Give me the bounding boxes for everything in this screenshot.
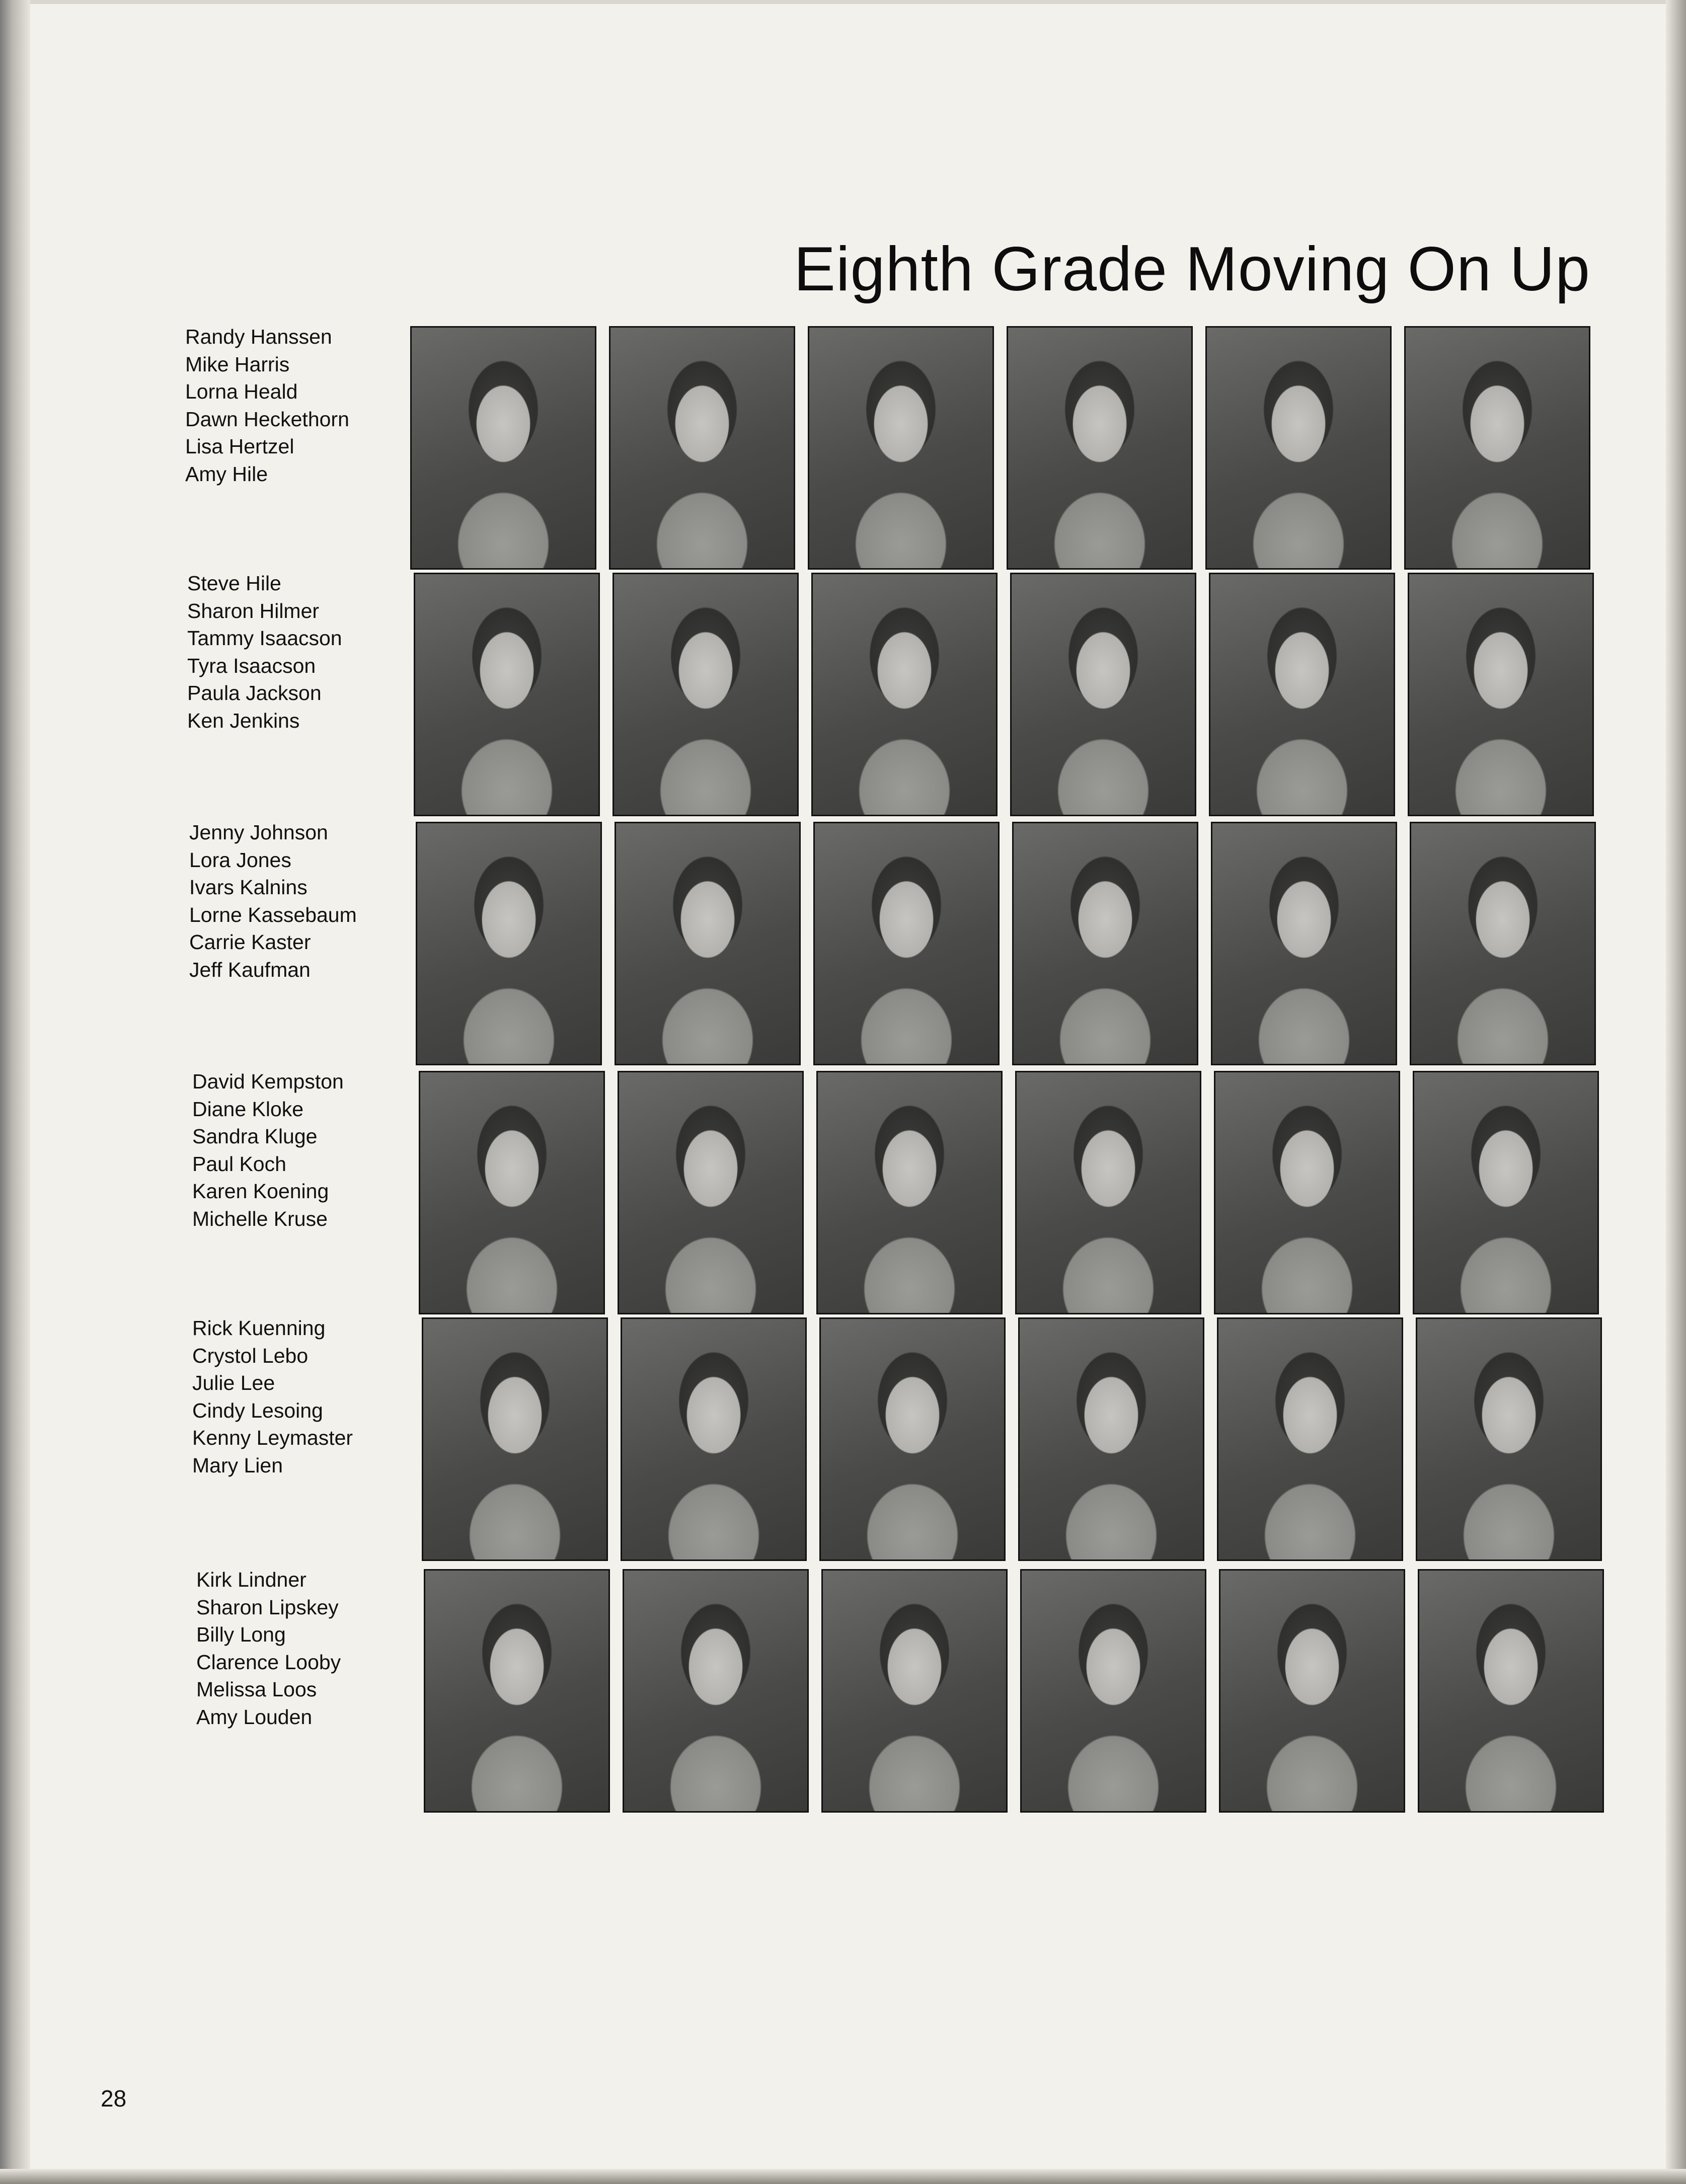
student-portrait-photo (416, 822, 602, 1065)
page-title: Eighth Grade Moving On Up (794, 235, 1590, 304)
student-name: Sharon Hilmer (187, 599, 320, 622)
student-portrait-photo (811, 573, 998, 816)
student-name: David Kempston (192, 1070, 344, 1093)
student-portrait-photo (618, 1071, 804, 1314)
student-portrait-photo (1007, 326, 1193, 570)
student-row (0, 322, 1686, 569)
name-list (189, 819, 451, 990)
student-name: Diane Kloke (192, 1097, 304, 1121)
student-portrait-photo (1205, 326, 1392, 570)
name-list (185, 323, 447, 494)
student-portrait-photo (1214, 1071, 1400, 1314)
name-list (187, 570, 449, 741)
student-name: Amy Hile (185, 462, 268, 486)
student-portrait-photo (821, 1569, 1008, 1813)
student-name: Lora Jones (189, 848, 291, 872)
student-portrait-photo (1020, 1569, 1206, 1813)
student-name: Karen Koening (192, 1180, 329, 1203)
student-name: Randy Hanssen (185, 325, 332, 348)
student-name: Billy Long (196, 1623, 286, 1646)
name-list (192, 1314, 454, 1486)
student-portrait-photo (1018, 1317, 1204, 1561)
student-name: Melissa Loos (196, 1678, 317, 1701)
student-row (0, 818, 1686, 1064)
student-portrait-photo (419, 1071, 605, 1314)
student-portrait-photo (424, 1569, 610, 1813)
student-portrait-photo (623, 1569, 809, 1813)
student-name: Kirk Lindner (196, 1568, 306, 1591)
student-portrait-photo (1410, 822, 1596, 1065)
student-name: Amy Louden (196, 1705, 313, 1729)
student-name: Ivars Kalnins (189, 876, 308, 899)
student-name: Lorne Kassebaum (189, 903, 357, 926)
student-row (0, 1565, 1686, 1812)
student-name: Clarence Looby (196, 1650, 341, 1674)
student-portrait-photo (816, 1071, 1003, 1314)
student-name: Steve Hile (187, 572, 281, 595)
student-portrait-photo (1408, 573, 1594, 816)
student-portrait-photo (422, 1317, 608, 1561)
student-portrait-photo (1209, 573, 1395, 816)
student-portrait-photo (1012, 822, 1198, 1065)
student-row (0, 1313, 1686, 1560)
student-portrait-photo (621, 1317, 807, 1561)
student-portrait-photo (1416, 1317, 1602, 1561)
student-name: Rick Kuenning (192, 1316, 326, 1340)
student-name: Tyra Isaacson (187, 654, 316, 677)
student-row (0, 569, 1686, 815)
student-name: Paul Koch (192, 1152, 286, 1176)
student-name: Michelle Kruse (192, 1207, 328, 1230)
student-name: Paula Jackson (187, 681, 322, 705)
student-name: Sandra Kluge (192, 1125, 318, 1148)
student-portrait-photo (1010, 573, 1196, 816)
student-portrait-photo (615, 822, 801, 1065)
student-name: Tammy Isaacson (187, 627, 342, 650)
student-name: Mary Lien (192, 1453, 283, 1477)
student-portrait-photo (1404, 326, 1590, 570)
student-portrait-photo (414, 573, 600, 816)
student-portrait-photo (813, 822, 1000, 1065)
student-portrait-photo (1015, 1071, 1201, 1314)
student-name: Jeff Kaufman (189, 958, 311, 981)
student-name: Carrie Kaster (189, 930, 311, 954)
page-number: 28 (101, 2085, 127, 2112)
student-portrait-photo (609, 326, 795, 570)
name-list (196, 1566, 458, 1737)
student-row (0, 1067, 1686, 1313)
student-portrait-photo (1219, 1569, 1405, 1813)
student-portrait-photo (1413, 1071, 1599, 1314)
student-portrait-photo (1211, 822, 1397, 1065)
student-name: Jenny Johnson (189, 821, 328, 844)
student-name: Sharon Lipskey (196, 1595, 339, 1619)
student-name: Julie Lee (192, 1371, 275, 1394)
student-name: Kenny Leymaster (192, 1426, 353, 1449)
student-name: Ken Jenkins (187, 709, 300, 732)
student-name: Lorna Heald (185, 380, 298, 403)
student-portrait-photo (808, 326, 994, 570)
student-name: Crystol Lebo (192, 1344, 309, 1367)
student-portrait-photo (1217, 1317, 1403, 1561)
student-portrait-photo (819, 1317, 1006, 1561)
student-portrait-photo (612, 573, 799, 816)
student-name: Dawn Heckethorn (185, 407, 349, 431)
student-portrait-photo (410, 326, 596, 570)
page-edge-bottom (0, 2169, 1686, 2184)
name-list (192, 1068, 454, 1239)
student-name: Lisa Hertzel (185, 435, 294, 458)
student-portrait-photo (1418, 1569, 1604, 1813)
student-name: Mike Harris (185, 352, 290, 376)
student-name: Cindy Lesoing (192, 1398, 323, 1422)
